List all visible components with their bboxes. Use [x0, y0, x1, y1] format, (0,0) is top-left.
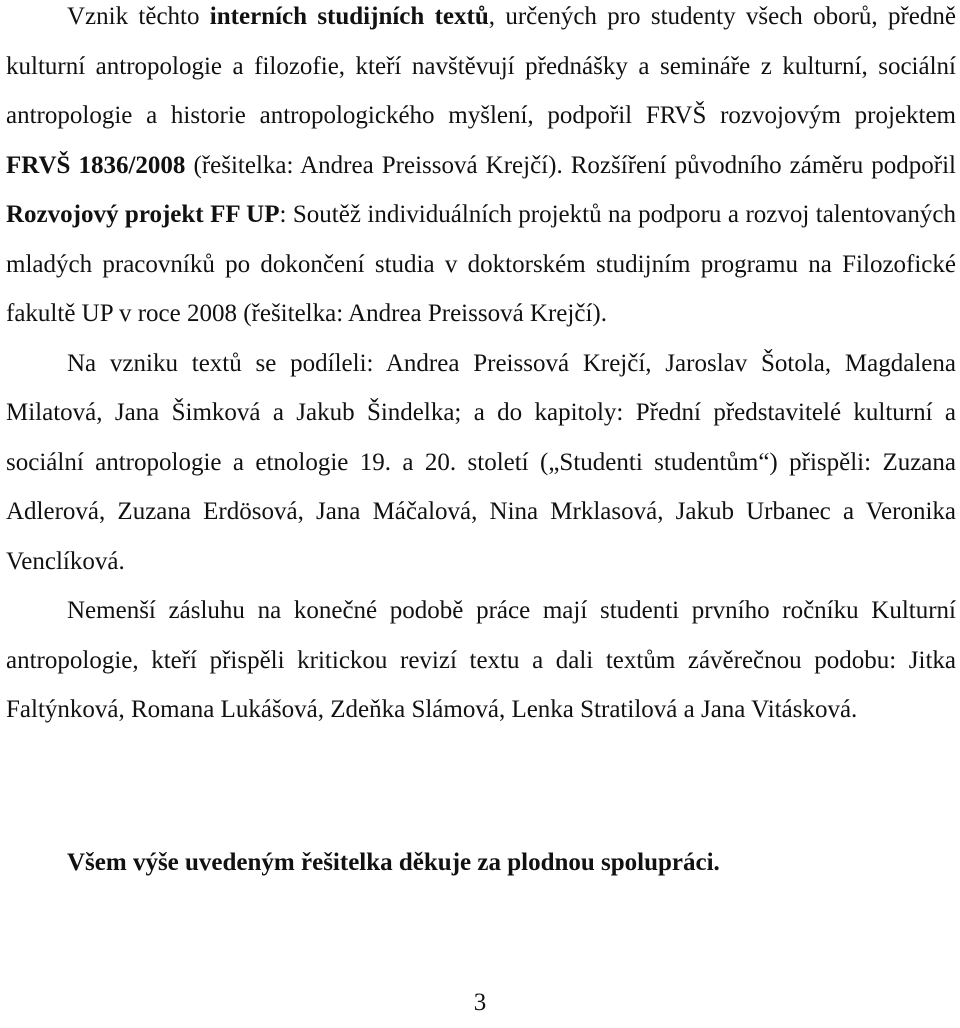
- page-number: 3: [473, 989, 487, 1016]
- paragraph-1-text-a: Vznik těchto: [67, 3, 210, 30]
- paragraph-1-text-b: , určených pro studenty všech oborů, předně kulturní antropologie a filozofie, kteří navštěvují přednášky a semináře z kulturní, sociální antropologie a historie antropologického myšlení, podpořil FRVŠ rozvojovým projektem: [6, 3, 957, 129]
- acknowledgement-line: Všem výše uvedeným řešitelka děkuje za plodnou spolupráci.: [67, 849, 720, 876]
- paragraph-contributors: Na vzniku textů se podíleli: Andrea Preissová Krejčí, Jaroslav Šotola, Magdalena Milatová, Jana Šimková a Jakub Šindelka; a do kapitoly: Přední představitelé kulturní a sociální antropologie a etnologie 19. a 20. století („Studenti studentům“) přispěli: Zuzana Adlerová, Zuzana Erdösová, Jana Máčalová, Nina Mrklasová, Jakub Urbanec a Veronika Venclíková.: [6, 349, 956, 575]
- paragraph-1-bold-study-texts: interních studijních textů: [209, 3, 489, 30]
- paragraph-students: Nemenší zásluhu na konečné podobě práce mají studenti prvního ročníku Kulturní antropologie, kteří přispěli kritickou revizí textu a dali textům závěrečnou podobu: Jitka Faltýnková, Romana Lukášová, Zdeňka Slámová, Lenka Stratilová a Jana Vitásková.: [6, 597, 956, 723]
- paragraph-1-bold-development-project: Rozvojový projekt FF UP: [6, 201, 280, 228]
- paragraph-funding: [6, 0, 956, 339]
- paragraph-1-text-d: : Soutěž individuálních projektů na podporu a rozvoj talentovaných mladých pracovníků po dokončení studia v doktorském studijním programu na Filozofické fakultě UP v roce 2008 (řešitelka: Andrea Preissová Krejčí).: [6, 201, 956, 327]
- paragraph-1-text-c: (řešitelka: Andrea Preissová Krejčí). Rozšíření původního záměru podpořil: [185, 151, 956, 179]
- body-text: [6, 0, 956, 735]
- paragraph-1-bold-frvs-project: FRVŠ 1836/2008: [6, 151, 186, 179]
